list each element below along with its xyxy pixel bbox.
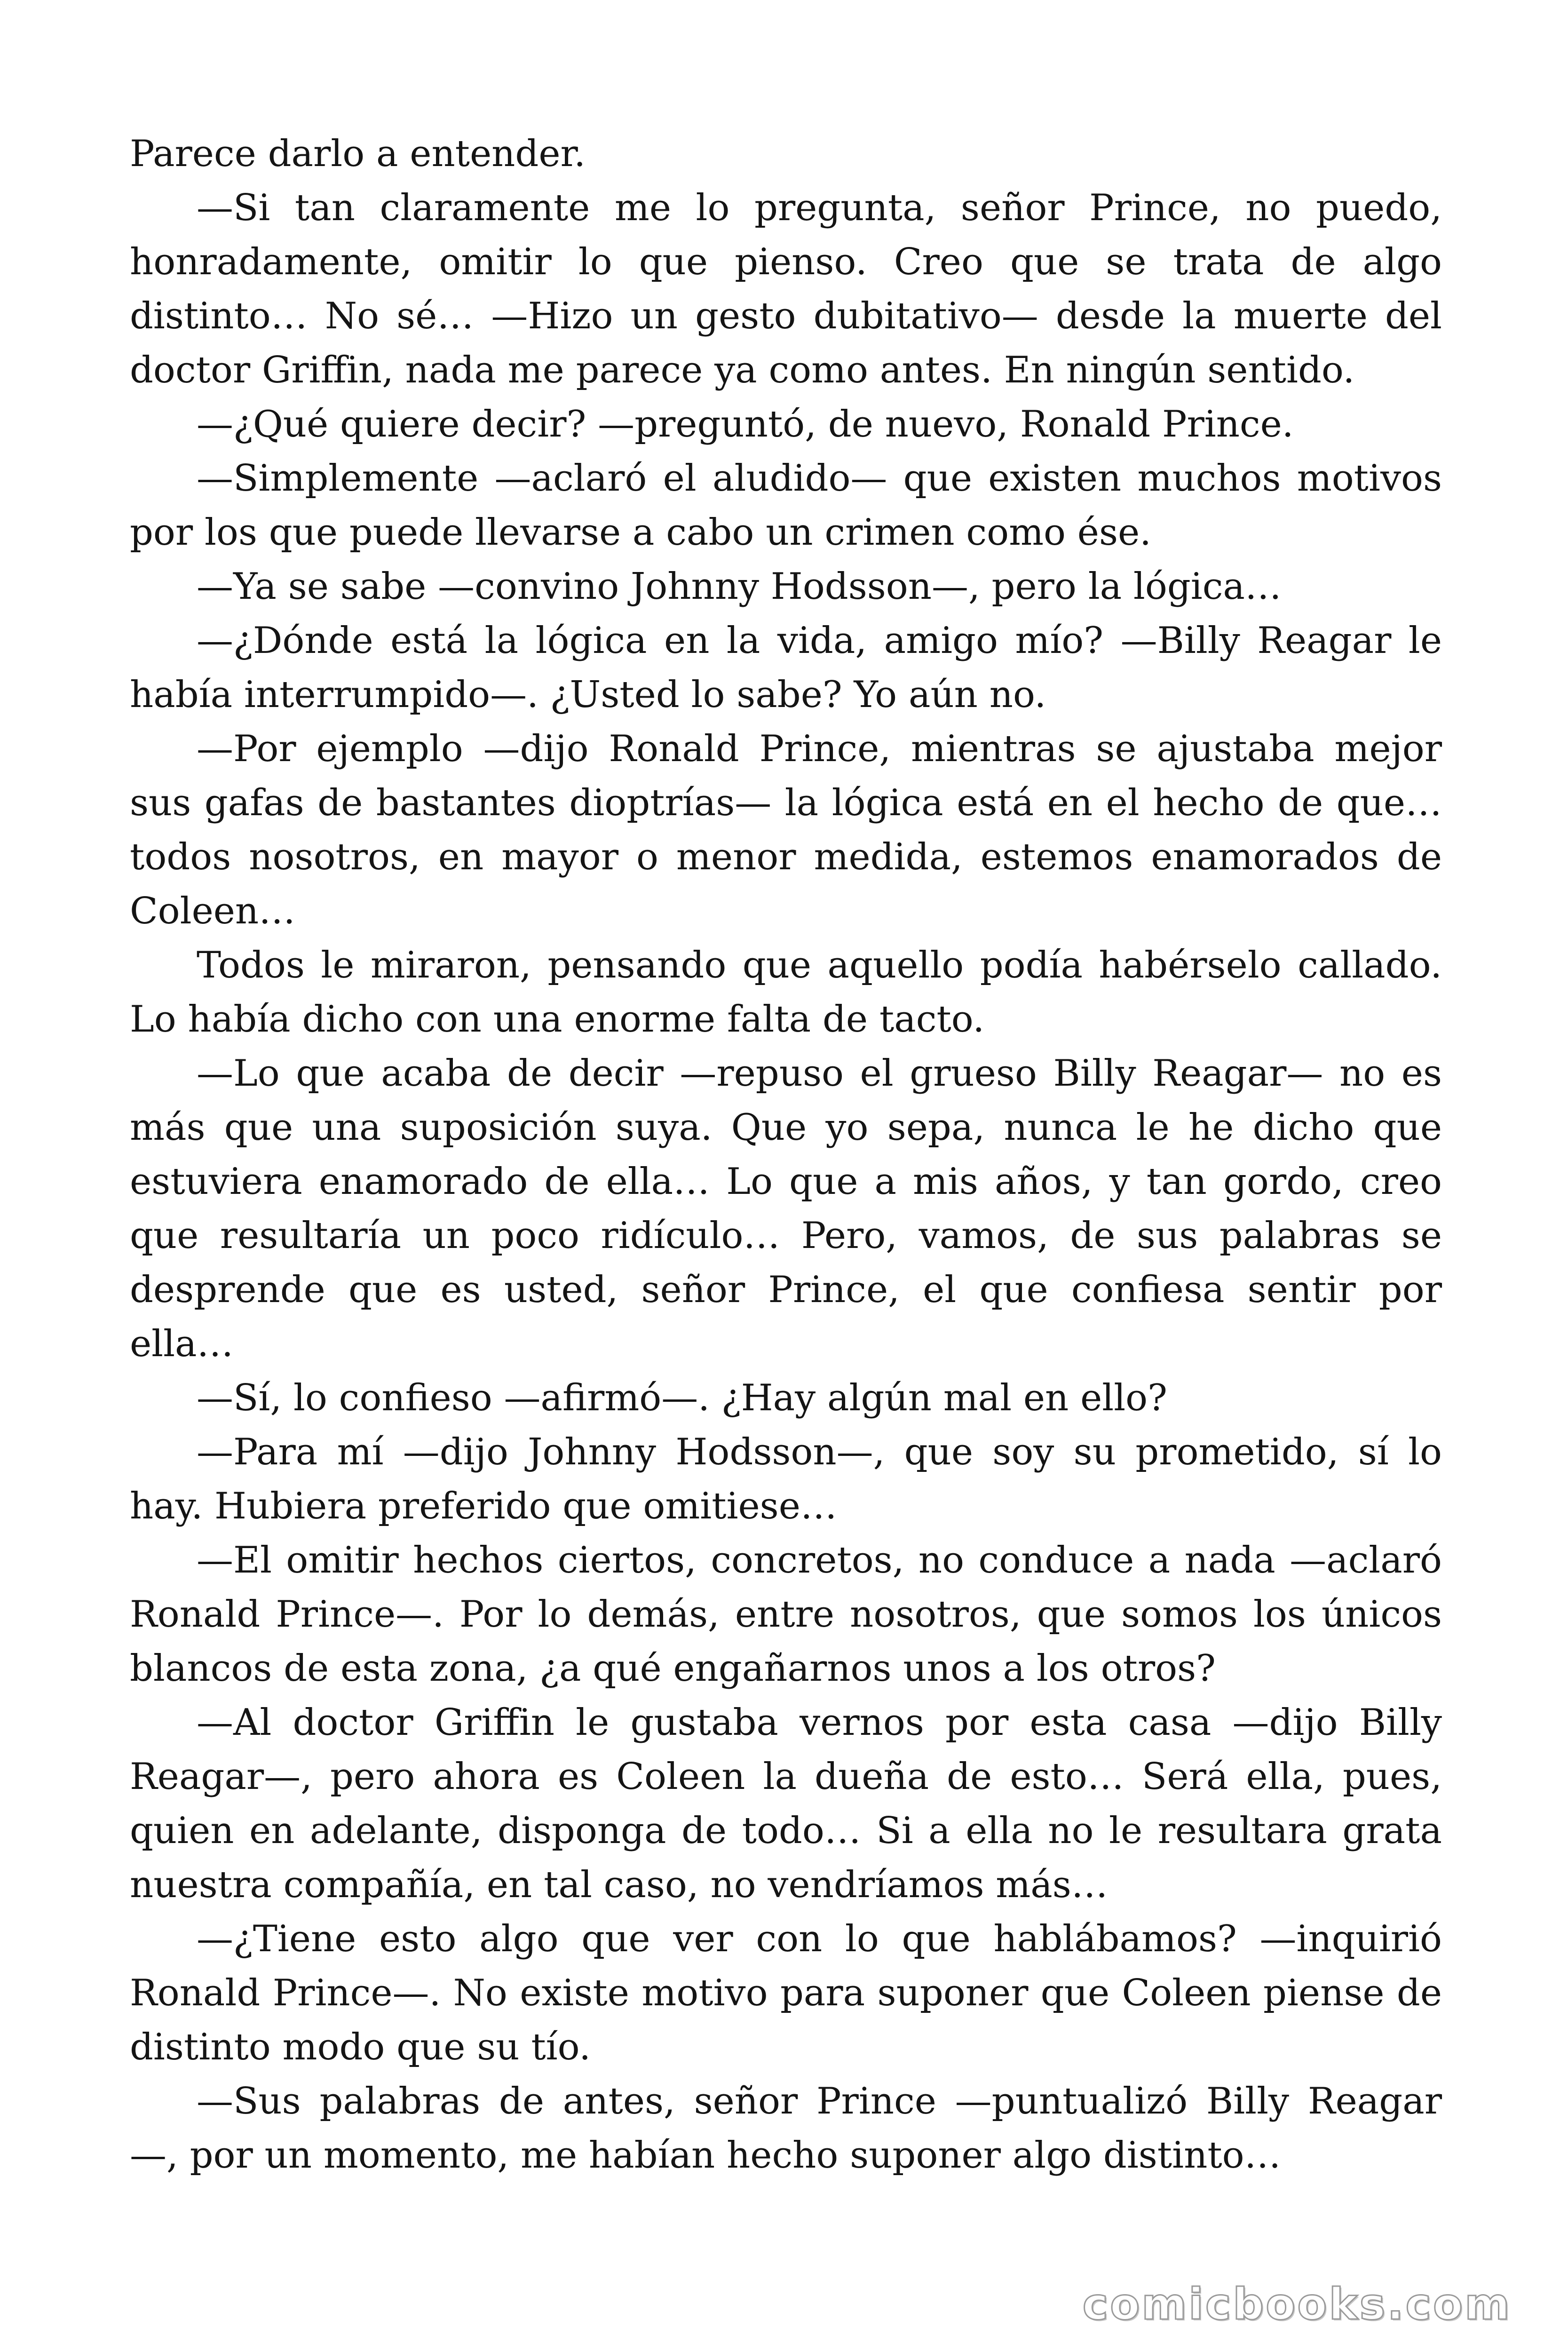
watermark: comicbooks.com: [1082, 2279, 1512, 2329]
paragraph: —Ya se sabe —convino Johnny Hodsson—, pero la lógica…: [197, 565, 1282, 608]
paragraph: —Sus palabras de antes, señor Prince —puntualizó Billy Reagar —, por un momento, me habían hecho suponer algo distinto…: [130, 2080, 1442, 2177]
paragraph: —Por ejemplo —dijo Ronald Prince, mientras se ajustaba mejor sus gafas de bastantes dioptrías— la lógica está en el hecho de que… todos nosotros, en mayor o menor medida, estemos enamorados de Coleen…: [130, 728, 1442, 932]
paragraph: —Para mí —dijo Johnny Hodsson—, que soy su prometido, sí lo hay. Hubiera preferido que omitiese…: [130, 1431, 1442, 1527]
paragraph: —El omitir hechos ciertos, concretos, no conduce a nada —aclaró Ronald Prince—. Por lo demás, entre nosotros, que somos los únicos blancos de esta zona, ¿a qué engañarnos unos a los otros?: [130, 1539, 1442, 1690]
paragraph: Parece darlo a entender.: [130, 133, 586, 175]
page-body: [130, 127, 1442, 2183]
paragraph: Todos le miraron, pensando que aquello podía habérselo callado. Lo había dicho con una enorme falta de tacto.: [130, 944, 1442, 1041]
paragraph: —Al doctor Griffin le gustaba vernos por esta casa —dijo Billy Reagar—, pero ahora es Coleen la dueña de esto… Será ella, pues, quien en adelante, disponga de todo… Si a ella no le resultara grata nuestra compañía, en tal caso, no vendríamos más…: [130, 1701, 1442, 1906]
paragraph: —¿Qué quiere decir? —preguntó, de nuevo, Ronald Prince.: [197, 403, 1294, 445]
paragraph: —¿Dónde está la lógica en la vida, amigo mío? —Billy Reagar le había interrumpido—. ¿Usted lo sabe? Yo aún no.: [130, 620, 1442, 716]
paragraph: —Sí, lo confieso —afirmó—. ¿Hay algún mal en ello?: [197, 1377, 1167, 1419]
paragraph: —Lo que acaba de decir —repuso el grueso Billy Reagar— no es más que una suposición suya. Que yo sepa, nunca le he dicho que estuviera enamorado de ella… Lo que a mis años, y tan gordo, creo que resultaría un poco ridículo… Pero, vamos, de sus palabras se desprende que es usted, señor Prince, el que confiesa sentir por ella…: [130, 1052, 1442, 1365]
paragraph: —Si tan claramente me lo pregunta, señor Prince, no puedo, honradamente, omitir lo que pienso. Creo que se trata de algo distinto… No sé… —Hizo un gesto dubitativo— desde la muerte del doctor Griffin, nada me parece ya como antes. En ningún sentido.: [130, 187, 1442, 391]
paragraph: —Simplemente —aclaró el aludido— que existen muchos motivos por los que puede llevarse a cabo un crimen como ése.: [130, 457, 1442, 554]
paragraph: —¿Tiene esto algo que ver con lo que hablábamos? —inquirió Ronald Prince—. No existe motivo para suponer que Coleen piense de distinto modo que su tío.: [130, 1918, 1442, 2068]
